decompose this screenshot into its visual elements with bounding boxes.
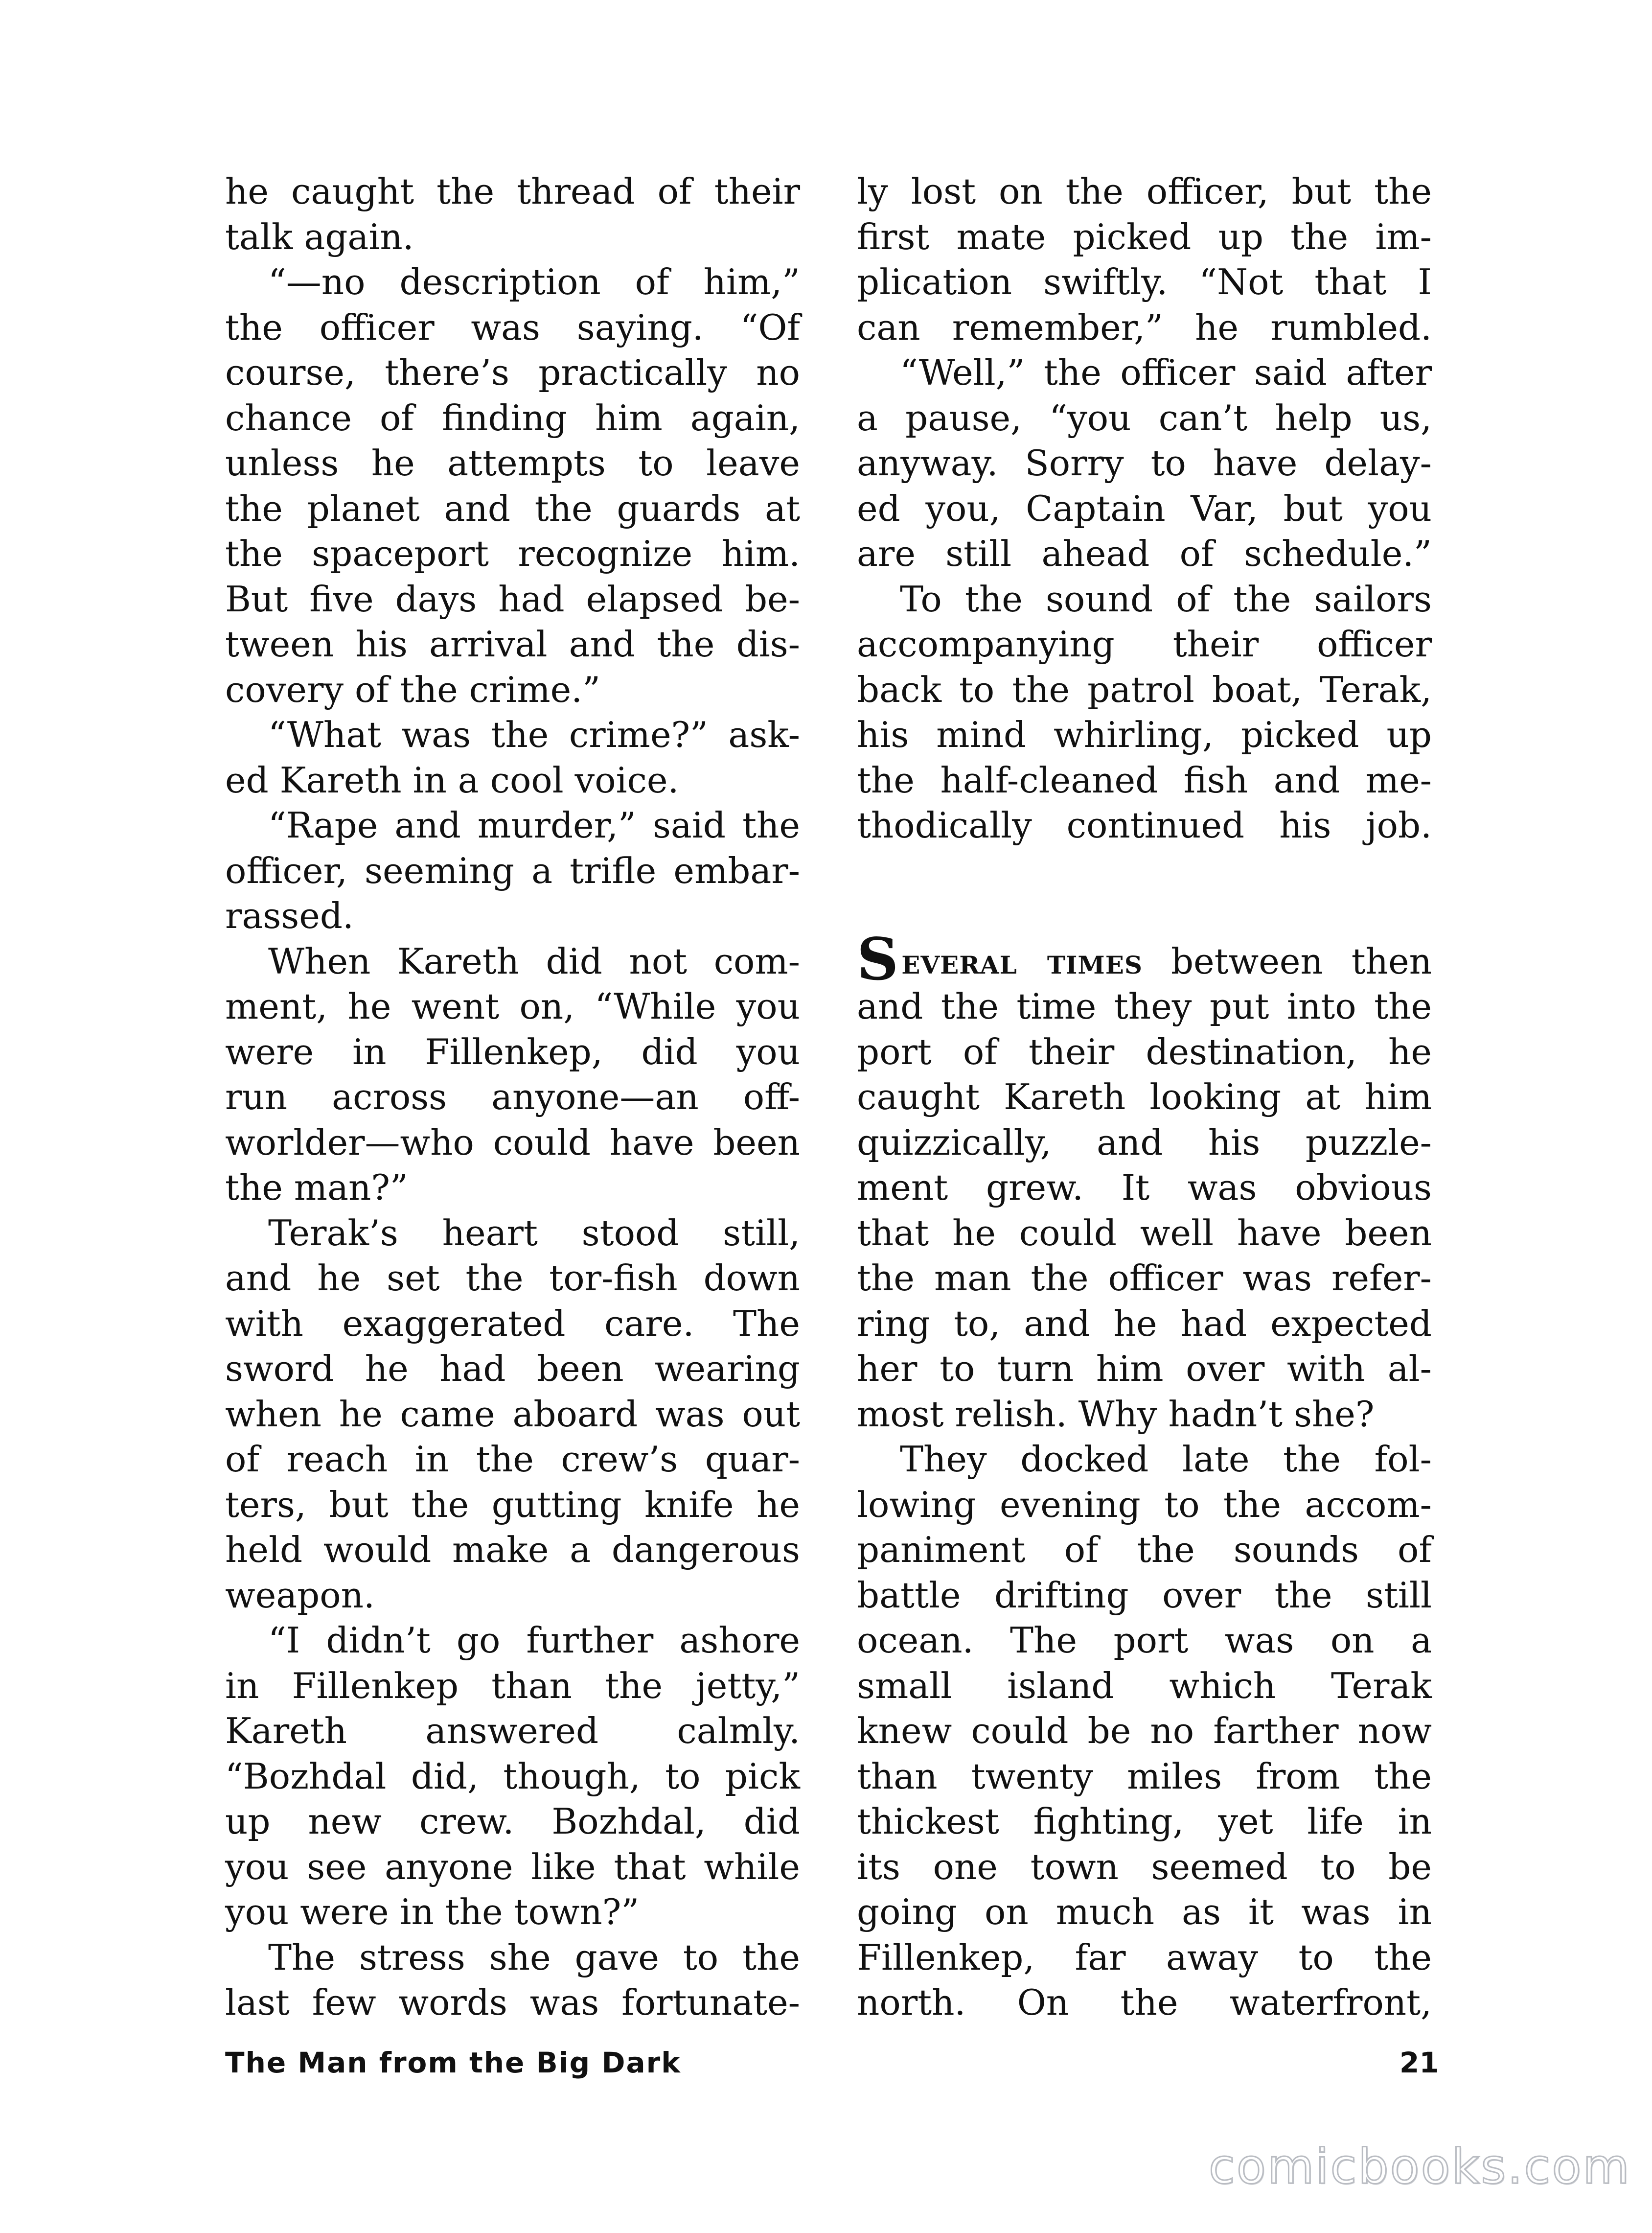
text-line: ly lost on the officer, but the xyxy=(857,171,1432,212)
text-line: course, there’s practically no xyxy=(225,352,800,393)
text-line: plication swiftly. “Not that I xyxy=(857,261,1432,302)
text-line: are still ahead of schedule.” xyxy=(857,533,1432,574)
text-line: of reach in the crew’s quar- xyxy=(225,1439,800,1480)
text-line: the man the officer was refer- xyxy=(857,1257,1432,1299)
text-line: the planet and the guards at xyxy=(225,488,800,529)
text-line: “What was the crime?” ask- xyxy=(268,714,800,755)
text-line: thickest fighting, yet life in xyxy=(857,1801,1432,1842)
text-line: talk again. xyxy=(225,216,414,257)
text-line: most relish. Why hadn’t she? xyxy=(857,1393,1375,1435)
text-line: “Bozhdal did, though, to pick xyxy=(225,1755,800,1797)
text-line: They docked late the fol- xyxy=(900,1439,1432,1480)
running-footer-title: The Man from the Big Dark xyxy=(225,2046,681,2079)
text-line: small island which Terak xyxy=(857,1665,1432,1706)
section-break xyxy=(857,848,1432,939)
text-line: But five days had elapsed be- xyxy=(225,578,800,620)
text-line: officer, seeming a trifle embar- xyxy=(225,850,800,891)
text-line: The stress she gave to the xyxy=(268,1936,800,1978)
right-text-column xyxy=(857,169,1432,2025)
text-line: that he could well have been xyxy=(857,1212,1432,1254)
text-line: tween his arrival and the dis- xyxy=(225,624,800,665)
text-line: worlder—who could have been xyxy=(225,1121,800,1163)
text-line: When Kareth did not com- xyxy=(268,940,800,982)
text-line: chance of finding him again, xyxy=(225,397,800,439)
text-line: ring to, and he had expected xyxy=(857,1303,1432,1344)
text-line: than twenty miles from the xyxy=(857,1755,1432,1797)
right-column-before-break xyxy=(857,169,1432,848)
text-line: Fillenkep, far away to the xyxy=(857,1936,1432,1978)
text-line: he caught the thread of their xyxy=(225,171,800,212)
text-line: up new crew. Bozhdal, did xyxy=(225,1801,800,1842)
text-line: back to the patrol boat, Terak, xyxy=(857,669,1432,710)
text-line: first mate picked up the im- xyxy=(857,216,1432,257)
section-opening-line xyxy=(857,925,1432,993)
text-line: the half-cleaned fish and me- xyxy=(857,759,1432,801)
text-line: in Fillenkep than the jetty,” xyxy=(225,1665,800,1706)
text-line: “I didn’t go further ashore xyxy=(268,1620,800,1661)
text-line: her to turn him over with al- xyxy=(857,1348,1432,1389)
text-line: “Well,” the officer said after xyxy=(900,352,1432,393)
text-line: the spaceport recognize him. xyxy=(225,533,800,574)
text-line: the man?” xyxy=(225,1167,408,1208)
text-line: port of their destination, he xyxy=(857,1031,1432,1072)
text-line: ment grew. It was obvious xyxy=(857,1167,1432,1208)
text-line: thodically continued his job. xyxy=(857,805,1432,846)
text-line: when he came aboard was out xyxy=(225,1393,800,1435)
small-caps-lead: everal times xyxy=(901,940,1143,982)
page-number: 21 xyxy=(1400,2046,1439,2079)
text-line: “—no description of him,” xyxy=(268,261,800,302)
text-line: ed Kareth in a cool voice. xyxy=(225,759,679,801)
right-column-after-break xyxy=(857,984,1432,2025)
text-line: accompanying their officer xyxy=(857,624,1432,665)
opening-line-rest: between then xyxy=(1143,940,1432,982)
left-text-column xyxy=(225,169,800,2025)
text-line: run across anyone—an off- xyxy=(225,1076,800,1117)
text-line: “Rape and murder,” said the xyxy=(268,805,800,846)
text-line: battle drifting over the still xyxy=(857,1574,1432,1616)
text-line: knew could be no farther now xyxy=(857,1710,1432,1751)
text-line: weapon. xyxy=(225,1574,375,1616)
text-line: and he set the tor-fish down xyxy=(225,1257,800,1299)
text-line: you see anyone like that while xyxy=(225,1846,800,1887)
text-line: going on much as it was in xyxy=(857,1891,1432,1932)
text-line: can remember,” he rumbled. xyxy=(857,306,1432,348)
text-line: his mind whirling, picked up xyxy=(857,714,1432,755)
text-line: caught Kareth looking at him xyxy=(857,1076,1432,1117)
text-line: To the sound of the sailors xyxy=(900,578,1432,620)
text-line: ters, but the gutting knife he xyxy=(225,1484,800,1525)
text-line: last few words was fortunate- xyxy=(225,1982,800,2023)
text-line: Terak’s heart stood still, xyxy=(268,1212,800,1254)
text-line: its one town seemed to be xyxy=(857,1846,1432,1887)
drop-cap: S xyxy=(857,925,899,993)
watermark-logo: comicbooks.com xyxy=(1209,2139,1631,2195)
text-line: covery of the crime.” xyxy=(225,669,600,710)
text-line: a pause, “you can’t help us, xyxy=(857,397,1432,439)
text-line: and the time they put into the xyxy=(857,986,1432,1027)
text-line: were in Fillenkep, did you xyxy=(225,1031,800,1072)
text-line: ment, he went on, “While you xyxy=(225,986,800,1027)
text-line: Kareth answered calmly. xyxy=(225,1710,800,1751)
text-line: lowing evening to the accom- xyxy=(857,1484,1432,1525)
text-line: the officer was saying. “Of xyxy=(225,306,800,348)
text-line: rassed. xyxy=(225,895,354,936)
text-line: ocean. The port was on a xyxy=(857,1620,1432,1661)
text-line: north. On the waterfront, xyxy=(857,1982,1432,2023)
text-line: anyway. Sorry to have delay- xyxy=(857,442,1432,484)
text-line: held would make a dangerous xyxy=(225,1529,800,1570)
text-line: you were in the town?” xyxy=(225,1891,640,1932)
text-line: sword he had been wearing xyxy=(225,1348,800,1389)
text-line: paniment of the sounds of xyxy=(857,1529,1432,1570)
text-line: with exaggerated care. The xyxy=(225,1303,800,1344)
text-line: unless he attempts to leave xyxy=(225,442,800,484)
text-line: ed you, Captain Var, but you xyxy=(857,488,1432,529)
text-line: quizzically, and his puzzle- xyxy=(857,1121,1432,1163)
